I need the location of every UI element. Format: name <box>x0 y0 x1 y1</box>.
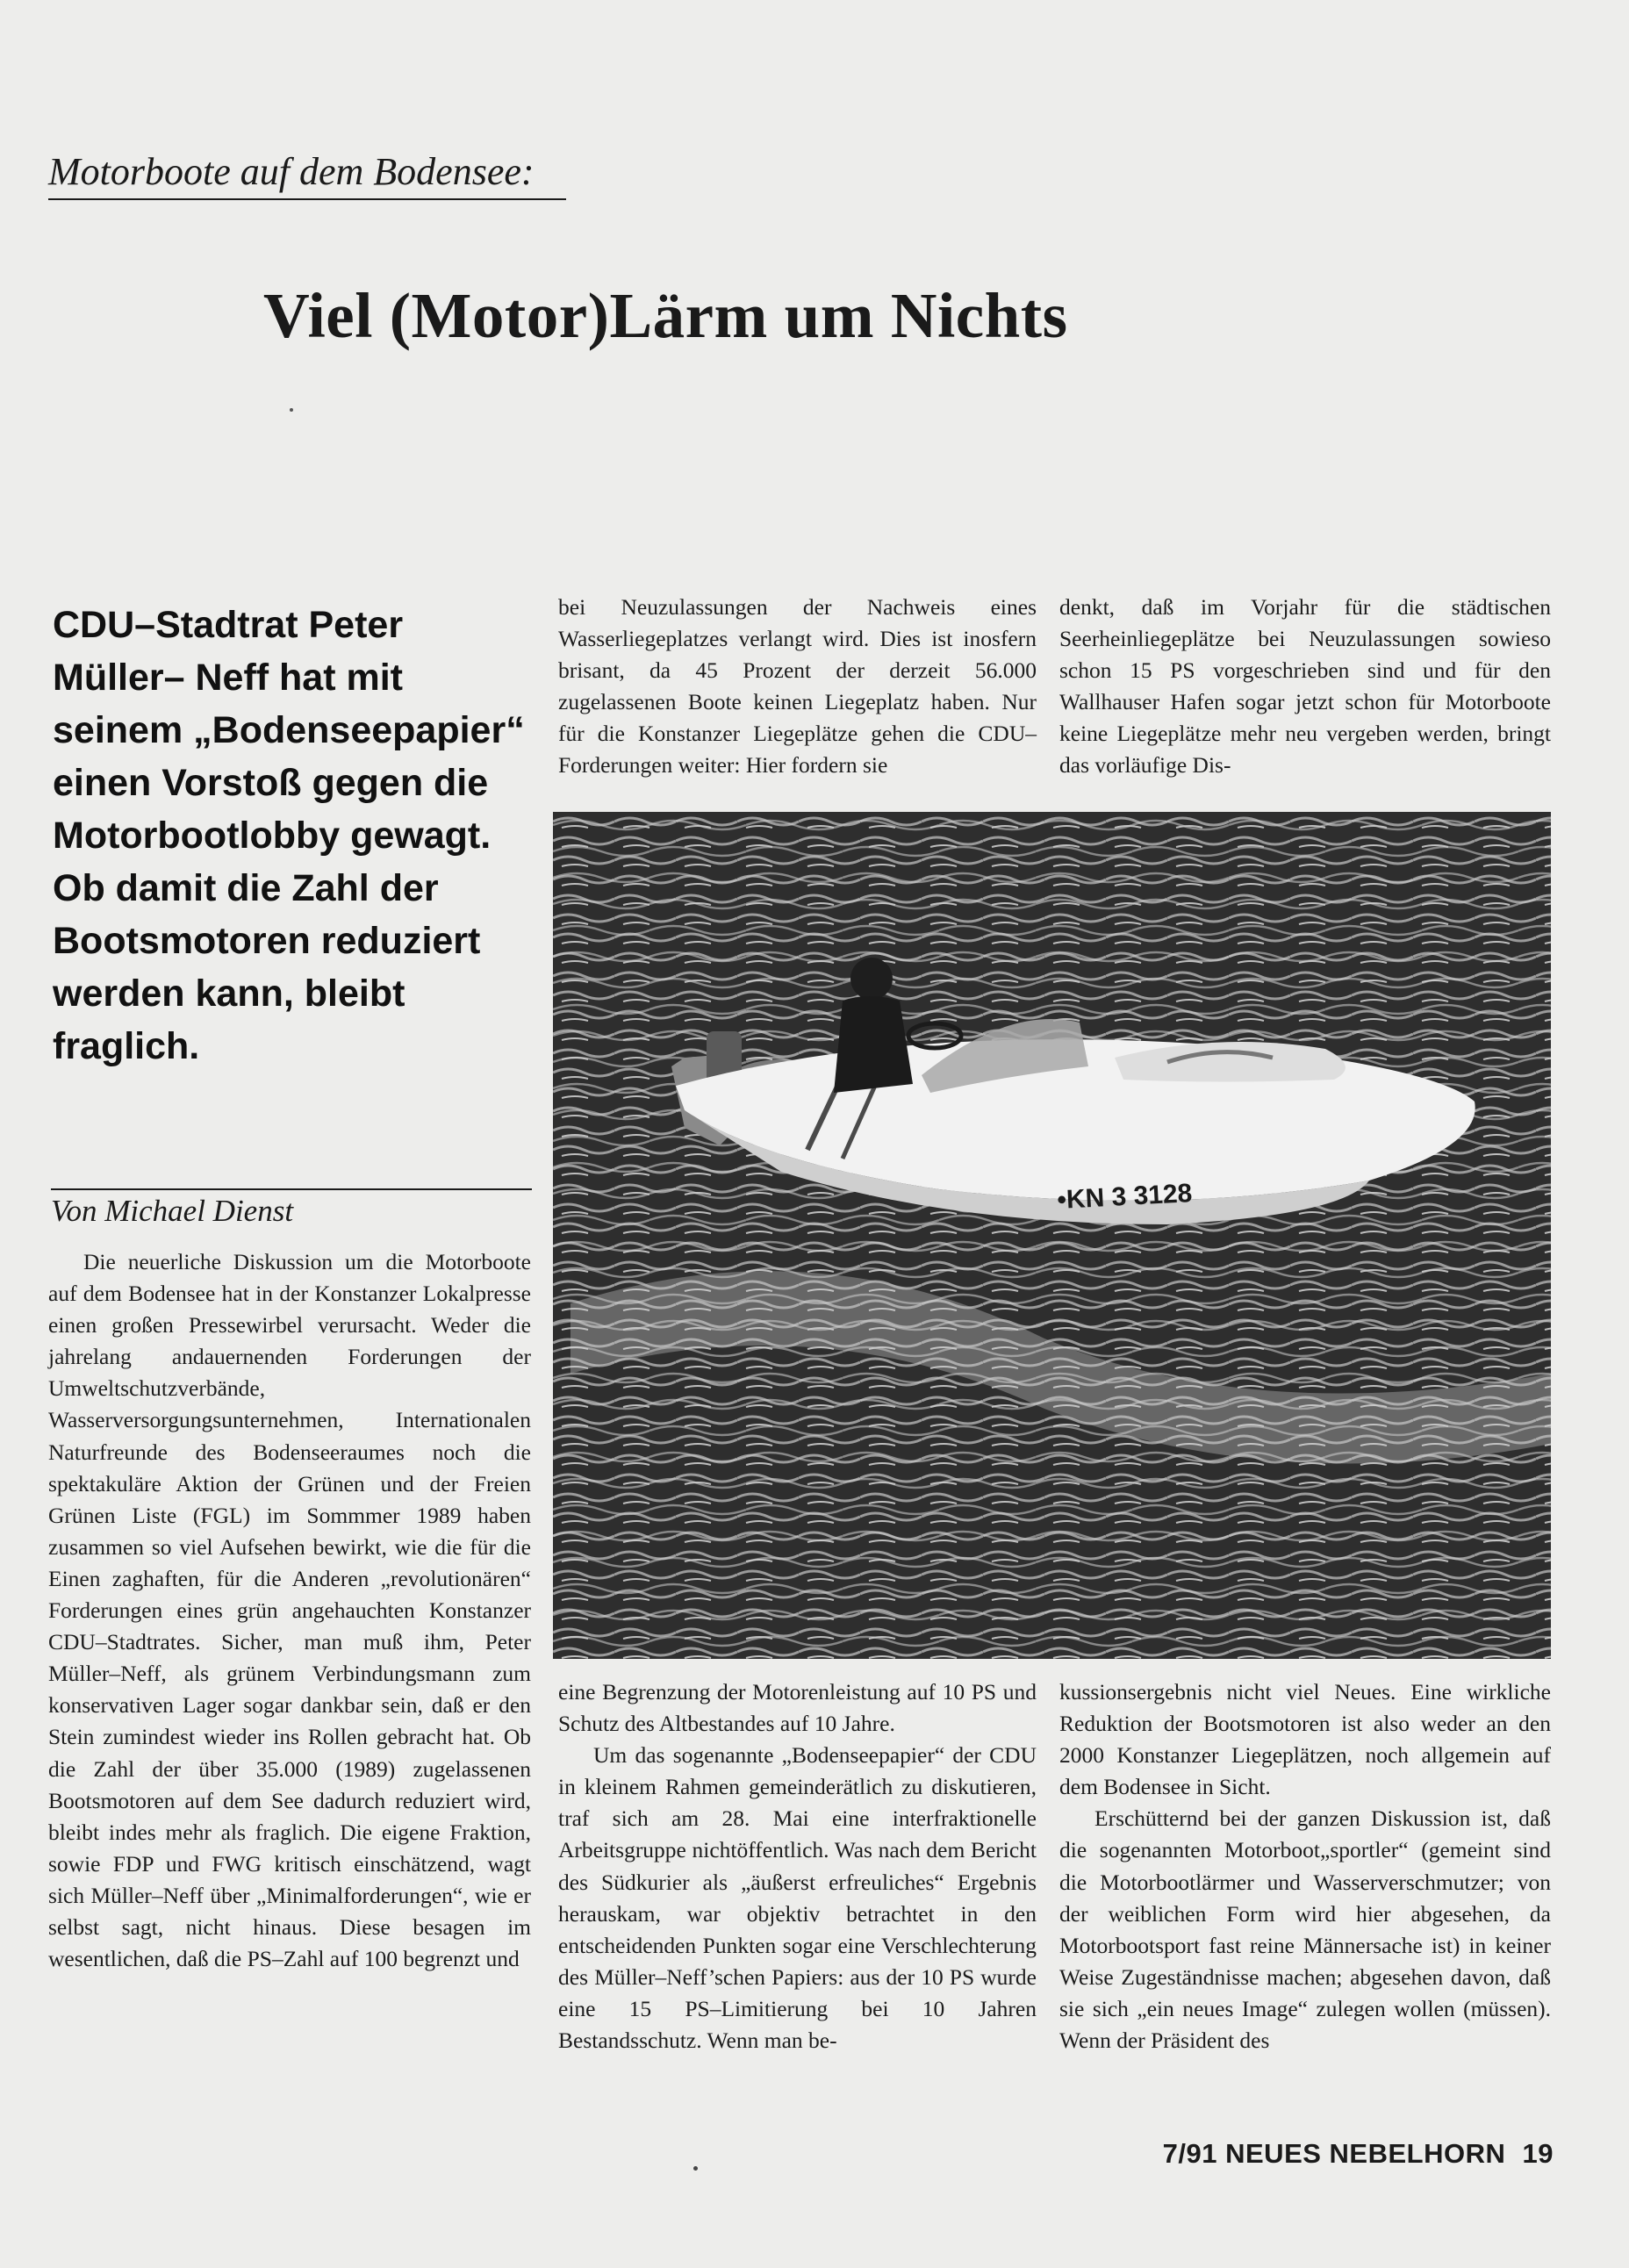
motorboat-photo <box>553 812 1551 1659</box>
column-2-top <box>558 592 1037 782</box>
issue-label: 7/91 NEUES NEBELHORN <box>1162 2138 1506 2169</box>
paragraph: kussionsergebnis nicht viel Neues. Eine wirkliche Reduktion der Bootsmotoren ist also weder an den 2000 Konstanzer Liegeplätzen, noch allgemein auf dem Bodensee in Sicht. <box>1059 1679 1551 1800</box>
byline: Von Michael Dienst <box>51 1188 532 1231</box>
headline: Viel (Motor)Lärm um Nichts <box>263 280 1068 351</box>
column-3-top <box>1059 592 1551 782</box>
page-number: 19 <box>1522 2138 1554 2169</box>
paragraph: denkt, daß im Vorjahr für die städtischen Seerheinliegeplätze bei Neuzulassungen sowieso schon 15 PS vorgeschrieben sind und für den Wallhauser Hafen sogar jetzt schon für Motorboote keine Liegeplätze mehr neu vergeben werden, bringt das vorläufige Dis- <box>1059 594 1551 779</box>
paragraph: Um das sogenannte „Bodenseepapier“ der CDU in kleinem Rahmen gemeinderätlich zu diskutieren, traf sich am 28. Mai eine interfraktionelle Arbeitsgruppe nichtöffentlich. Was nach dem Bericht des Südkurier als „äußerst erfreuliches“ Ergebnis herauskam, war objektiv betrachtet in den entscheidenden Punkten sogar eine Verschlechterung des Müller–Neff’schen Papiers: aus der 10 PS wurde eine 15 PS–Limitierung bei 10 Jahren Bestandsschutz. Wenn man be- <box>558 1742 1037 2054</box>
paragraph: Erschütternd bei der ganzen Diskussion ist, daß die sogenannten Motorboot„sportler“ (gemeint sind die Motorbootlärmer und Wasserverschmutzer; von der weiblichen Form wird hier abgesehen, da Motorbootsport fast reine Männersache ist) in keiner Weise Zugeständnisse machen; abgesehen davon, daß sie sich „ein neues Image“ zulegen wollen (müssen). Wenn der Präsident des <box>1059 1805 1551 2054</box>
column-3-bottom <box>1059 1676 1551 2056</box>
print-speck <box>290 408 293 412</box>
print-speck <box>693 2166 698 2171</box>
paragraph: eine Begrenzung der Motorenleistung auf 10 PS und Schutz des Altbestandes auf 10 Jahre. <box>558 1679 1037 1737</box>
paragraph: Die neuerliche Diskussion um die Motorboote auf dem Bodensee hat in der Konstanzer Lokalpresse einen großen Pressewirbel verursacht. Weder die jahrelang andauernenden Forderungen der Umweltschutzverbände, Wasserversorgungsunternehmen, Internationalen Naturfreunde des Bodenseeraumes noch die spektakuläre Aktion der Grünen und der Freien Grünen Liste (FGL) im Sommmer 1989 haben zusammen so viel Aufsehen bewirkt, wie die für die Einen zaghaften, für die Anderen „revolutionären“ Forderungen eines grün angehauchten Konstanzer CDU–Stadtrates. Sicher, man muß ihm, Peter Müller–Neff, als grünem Verbindungsmann zum konservativen Lager sogar dankbar sein, daß er den Stein zumindest wieder ins Rollen gebracht hat. Ob die Zahl der über 35.000 (1989) zugelassenen Bootsmotoren auf dem See dadurch reduziert wird, bleibt indes mehr als fraglich. Die eigene Fraktion, sowie FDP und FWG kritisch einschätzend, wagt sich Müller–Neff über „Minimalforderungen“, wie er selbst sagt, nicht hinaus. Diese besagen im wesentlichen, daß die PS–Zahl auf 100 begrenzt und <box>48 1249 531 1972</box>
paragraph: bei Neuzulassungen der Nachweis eines Wasserliegeplatzes verlangt wird. Dies ist inosfern brisant, da 45 Prozent der derzeit 56.000 zugelassenen Boote keinen Liegeplatz haben. Nur für die Konstanzer Liegeplätze gehen die CDU–Forderungen weiter: Hier fordern sie <box>558 594 1037 779</box>
lead-paragraph: CDU–Stadtrat Peter Müller– Neff hat mit seinem „Bodenseepapier“ einen Vorstoß gegen die Motorbootlobby gewagt. Ob damit die Zahl der Bootsmotoren reduziert werden kann, bleibt fraglich. <box>53 604 525 1067</box>
motorboat-photo-graphic <box>553 812 1551 1659</box>
boat-registration: •KN 3 3128 <box>1056 1178 1194 1215</box>
column-2-bottom <box>558 1676 1037 2056</box>
kicker: Motorboote auf dem Bodensee: <box>48 147 566 200</box>
page-footer <box>1088 2138 1554 2170</box>
column-1 <box>48 1246 531 1975</box>
